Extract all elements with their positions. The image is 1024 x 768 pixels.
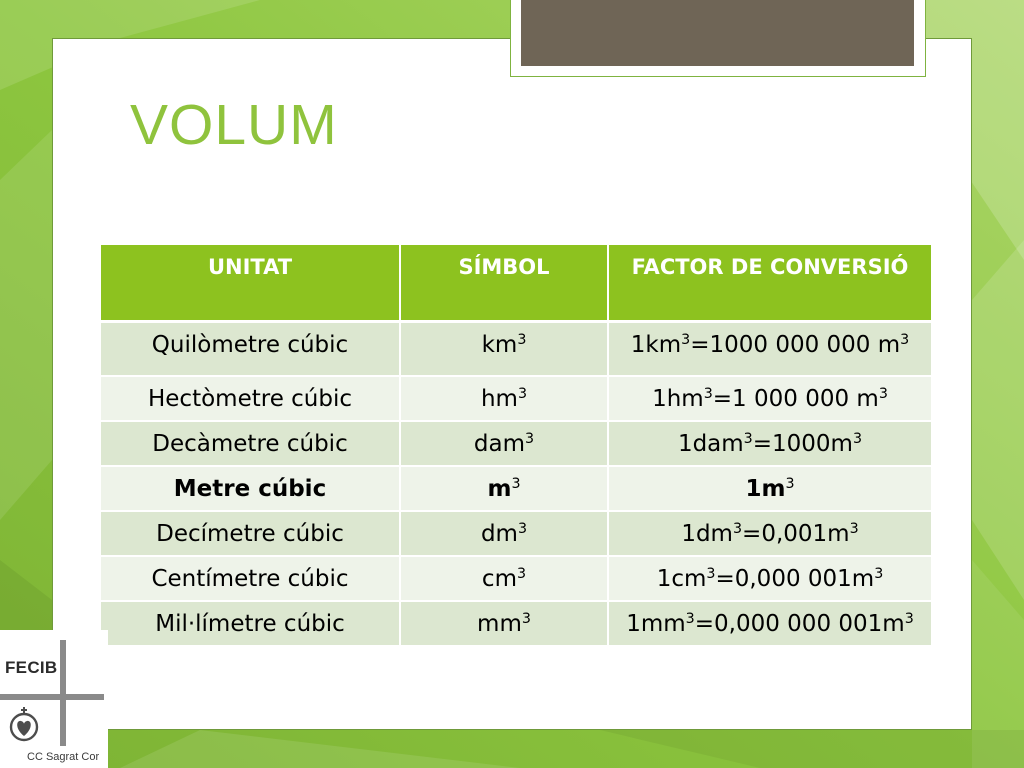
unit-name: Decàmetre cúbic [152,431,348,457]
exponent: 3 [525,431,535,448]
table-row [100,421,932,466]
column-header-symbol: SÍMBOL [400,244,608,321]
exponent: 3 [732,521,743,538]
unit-cell [100,421,400,466]
symbol-cell [400,601,608,646]
symbol-cell [400,556,608,601]
unit-cell [100,556,400,601]
exponent: 3 [517,521,528,538]
exponent: 3 [874,566,884,583]
table-row [100,511,932,556]
table-row [100,466,932,511]
logo-acronym: FECIB [5,658,58,677]
table-header-row [100,244,932,321]
exponent: 3 [516,566,527,583]
table-row [100,321,932,376]
factor-cell [608,511,932,556]
school-logo [0,630,108,768]
column-header-unit: UNITAT [100,244,400,321]
exponent: 3 [517,331,527,348]
symbol-text: cm [481,566,517,592]
unit-cell [100,511,400,556]
unit-name: Centímetre cúbic [151,566,349,592]
table-row [100,376,932,421]
symbol-text: dam [473,431,526,457]
symbol-text: km [481,331,518,358]
unit-cell [100,601,400,646]
factor-cell [608,601,932,646]
header-decor-block [521,0,914,66]
exponent: 3 [878,386,888,403]
unit-name: Quilòmetre cúbic [151,331,349,358]
table-body [100,321,932,646]
factor-text: 1m [745,476,786,502]
unit-name: Mil·límetre cúbic [155,611,345,637]
symbol-cell [400,321,608,376]
table-row [100,601,932,646]
exponent: 3 [785,476,795,493]
logo-cross-horizontal [0,694,104,700]
symbol-cell [400,466,608,511]
slide-title: VOLUM [130,93,338,157]
factor-text: =0,000 000 001m [694,611,905,637]
factor-cell [608,556,932,601]
unit-cell [100,376,400,421]
factor-text: =1000 000 000 m [690,331,901,358]
symbol-cell [400,421,608,466]
exponent: 3 [743,431,753,448]
unit-cell [100,466,400,511]
unit-name: Hectòmetre cúbic [147,386,353,412]
exponent: 3 [681,331,691,348]
symbol-text: hm [480,386,518,412]
factor-text: =0,000 001m [715,566,875,592]
exponent: 3 [511,476,521,493]
factor-text: 1cm [656,566,707,592]
exponent: 3 [703,386,713,403]
factor-cell [608,466,932,511]
symbol-text: mm [477,611,522,637]
factor-text: 1km [630,331,682,358]
volume-conversion-table [99,243,933,647]
factor-text: 1dm [681,521,733,547]
factor-text: 1dam [677,431,744,457]
factor-text: =1000m [752,431,853,457]
factor-cell [608,321,932,376]
factor-text: 1mm [626,611,686,637]
exponent: 3 [706,566,716,583]
exponent: 3 [852,431,863,448]
logo-caption: CC Sagrat Cor [27,751,100,763]
emblem-heart [17,721,31,736]
unit-name: Metre cúbic [173,476,327,502]
exponent: 3 [685,611,695,628]
background-facet [0,130,52,520]
factor-text: =1 000 000 m [712,386,879,412]
exponent: 3 [900,331,910,348]
exponent: 3 [904,611,914,628]
table-row [100,556,932,601]
header-decor-frame [510,0,926,77]
symbol-text: m [487,476,512,502]
exponent: 3 [517,386,528,403]
logo-cross-vertical [60,640,66,746]
school-emblem-icon [7,703,41,745]
factor-text: 1hm [652,386,704,412]
exponent: 3 [849,521,859,538]
factor-text: =0,001m [742,521,850,547]
unit-cell [100,321,400,376]
symbol-cell [400,376,608,421]
exponent: 3 [521,611,531,628]
column-header-factor: FACTOR DE CONVERSIÓ [608,244,932,321]
symbol-text: dm [480,521,518,547]
unit-name: Decímetre cúbic [156,521,344,547]
factor-cell [608,421,932,466]
factor-cell [608,376,932,421]
symbol-cell [400,511,608,556]
table-header [100,244,932,321]
